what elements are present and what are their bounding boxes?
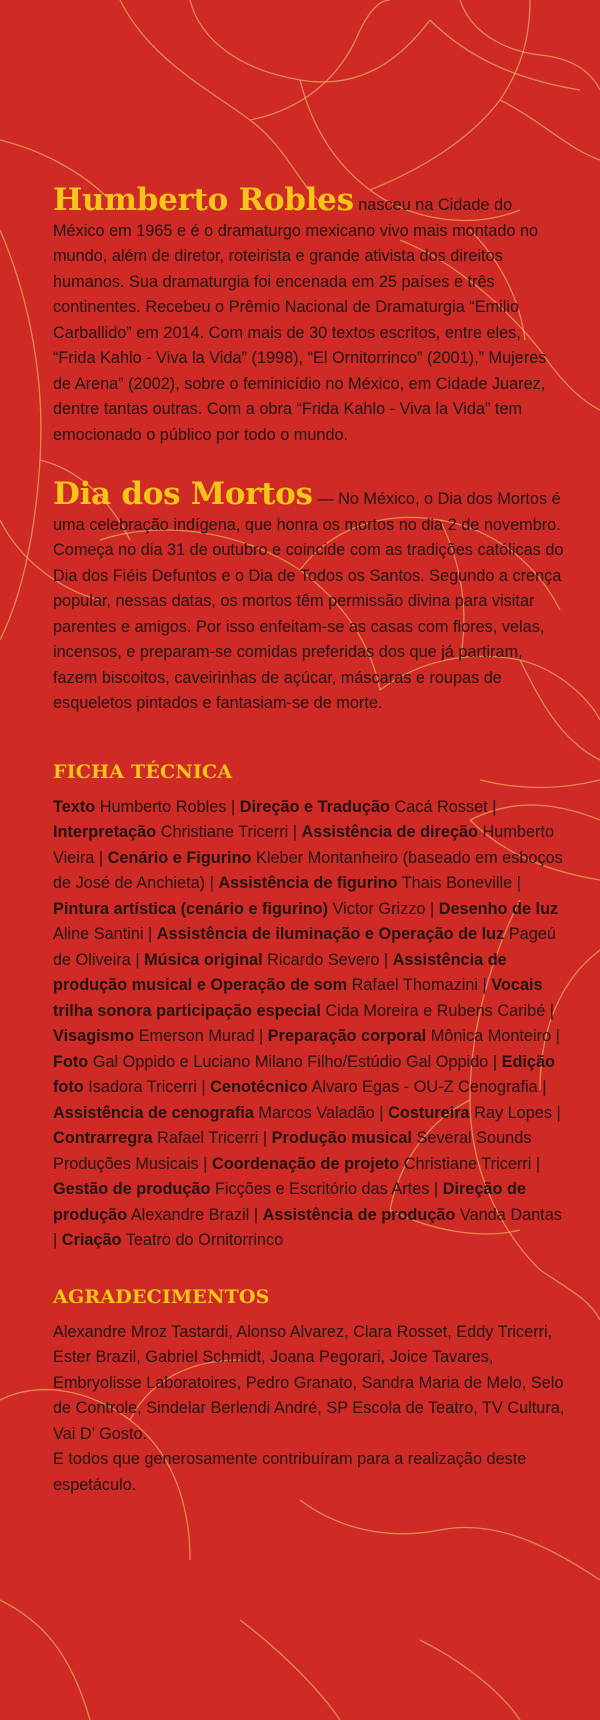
credit-names: Ray Lopes xyxy=(474,1103,552,1122)
credit-names: Ficções e Escritório das Artes xyxy=(214,1180,430,1198)
dia-title: Dia dos Mortos xyxy=(53,476,313,512)
ficha-heading: FICHA TÉCNICA xyxy=(53,760,233,783)
credit-role: Música original xyxy=(144,950,263,969)
credit-separator: | xyxy=(478,976,492,994)
credit-separator: | xyxy=(429,1180,443,1198)
credit-names: Teatro do Ornitorrinco xyxy=(125,1231,284,1249)
dia-dos-mortos-section xyxy=(53,476,565,717)
credit-role: Cenário e Figurino xyxy=(107,848,252,867)
bio-section xyxy=(53,182,565,448)
credit-role: Preparação corporal xyxy=(267,1027,427,1045)
credit-role: Assistência de iluminação e Operação de luz xyxy=(156,925,505,943)
credit-separator: | xyxy=(488,1052,502,1071)
credit-separator: | xyxy=(288,823,302,841)
credit-names: Humberto Robles xyxy=(99,797,227,816)
credit-separator: | xyxy=(198,1154,212,1173)
credit-separator: | xyxy=(537,1078,547,1096)
credit-separator: | xyxy=(531,1154,541,1173)
credit-role: Pintura artística (cenário e figurino) xyxy=(53,899,329,918)
credit-role: Costureira xyxy=(388,1103,470,1122)
credit-role: Desenho de luz xyxy=(438,899,559,918)
credit-role: Gestão de produção xyxy=(53,1180,211,1198)
credit-names: Gal Oppido e Luciano Milano Filho/Estúdio Gal Oppido xyxy=(92,1052,489,1071)
credit-separator: | xyxy=(254,1027,268,1045)
credit-separator: | xyxy=(130,950,145,969)
credit-separator: | xyxy=(258,1129,272,1147)
credit-role: Assistência de cenografia xyxy=(53,1103,254,1122)
credit-role: Assistência de produção xyxy=(262,1205,456,1224)
credit-separator: | xyxy=(425,899,439,918)
credit-names: Pageú de Oliveira xyxy=(53,925,556,969)
credit-role: Direção de produção xyxy=(53,1180,526,1224)
credit-role: Visagismo xyxy=(53,1027,135,1045)
credit-separator: | xyxy=(487,797,497,816)
credit-role: Contrarregra xyxy=(53,1129,153,1147)
credit-separator: | xyxy=(143,925,157,943)
credit-names: Alexandre Brazil xyxy=(130,1205,250,1224)
ficha-tecnica-section xyxy=(53,761,565,1254)
credit-separator: | xyxy=(374,1103,389,1122)
credit-separator: | xyxy=(379,950,393,969)
credit-names: Rafael Thomazini xyxy=(351,976,479,994)
credit-role: Direção e Tradução xyxy=(239,797,390,816)
credit-role: Edição foto xyxy=(53,1052,555,1096)
credit-role: Assistência de produção musical e Operação de som xyxy=(53,950,507,994)
credit-role: Produção musical xyxy=(271,1129,412,1147)
credit-separator: | xyxy=(94,848,108,867)
credit-names: Cida Moreira e Rubens Caribé xyxy=(325,1001,546,1020)
credit-role: Interpretação xyxy=(53,823,157,841)
credit-names: Marcos Valadão xyxy=(258,1103,375,1122)
credit-role: Vocais trilha sonora participação especial xyxy=(53,976,543,1020)
credit-names: Victor Grizzo xyxy=(332,899,426,918)
dia-dash: — xyxy=(317,490,334,508)
credit-role: Criação xyxy=(61,1231,122,1249)
credit-names: Thais Boneville xyxy=(401,874,513,892)
bio-text: nasceu na Cidade do México em 1965 e é o dramaturgo mexicano vivo mais montado no mundo, além de diretor, roteirista e grande ativista dos direitos humanos. Sua dramaturgia foi encenada em 25 países e três continentes. Recebeu o Prêmio Nacional de Dramaturgia “Emilio Carballido” em 2014. Com mais de 30 textos escritos, entre eles, “Frida Kahlo - Viva la Vida” (1998), “El Ornitorrinco” (2001),” Mujeres de Arena” (2002), sobre o feminicídio no México, em Cidade Juarez, dentre tantas outras. Com a obra “Frida Kahlo - Viva la Vida” tem emocionado o público por todo o mundo. xyxy=(53,196,547,444)
credit-names: Christiane Tricerri xyxy=(403,1154,532,1173)
credit-role: Cenotécnico xyxy=(210,1078,308,1096)
credit-role: Foto xyxy=(53,1052,89,1071)
credit-role: Assistência de figurino xyxy=(218,874,398,892)
credit-names: Emerson Murad xyxy=(138,1027,255,1045)
agradecimentos-closing: E todos que generosamente contribuíram para a realização deste espetáculo. xyxy=(53,1450,527,1494)
bio-name: Humberto Robles xyxy=(53,182,354,218)
agradecimentos-names: Alexandre Mroz Tastardi, Alonso Alvarez, Clara Rosset, Eddy Tricerri, Ester Brazil, Gabriel Schmidt, Joana Pegorari, Joice Tavares, Embryolisse Laboratoires, Pedro Granato, Sandra Maria de Melo, Selo de Controle, Sindelar Berlendi André, SP Escola de Teatro, TV Cultura, Vai D’ Gosto. xyxy=(53,1322,565,1443)
agradecimentos-section xyxy=(53,1286,565,1499)
credit-names: Alvaro Egas - OU-Z Cenografia xyxy=(311,1078,538,1096)
credit-separator: | xyxy=(551,1103,561,1122)
credit-names: Humberto Vieira xyxy=(53,823,555,867)
credit-names: Vanda Dantas xyxy=(459,1205,562,1224)
credit-role: Assistência de direção xyxy=(301,823,478,841)
bio-paragraph xyxy=(53,182,565,448)
credit-separator: | xyxy=(545,1001,555,1020)
credit-role: Texto xyxy=(53,797,96,816)
credit-names: Aline Santini xyxy=(53,925,144,943)
credits-list xyxy=(53,795,565,1254)
credit-names: Isadora Tricerri xyxy=(88,1078,197,1096)
dia-paragraph xyxy=(53,476,565,717)
credit-names: Rafael Tricerri xyxy=(157,1129,259,1147)
credit-separator: | xyxy=(551,1027,560,1045)
credit-names: Christiane Tricerri xyxy=(160,823,289,841)
agradecimentos-heading: AGRADECIMENTOS xyxy=(53,1285,270,1308)
credit-separator: | xyxy=(196,1078,211,1096)
credit-separator: | xyxy=(512,874,521,892)
credit-names: Ricardo Severo xyxy=(267,950,380,969)
credit-names: Kleber Montanheiro (baseado em esboços de José de Anchieta) xyxy=(53,848,563,892)
credit-separator: | xyxy=(205,874,219,892)
credit-names: Cacá Rosset xyxy=(394,797,488,816)
credit-separator: | xyxy=(53,1231,62,1249)
credit-separator: | xyxy=(226,797,240,816)
page-content xyxy=(53,182,565,1498)
credit-separator: | xyxy=(249,1205,263,1224)
credit-role: Coordenação de projeto xyxy=(211,1154,400,1173)
dia-text: No México, o Dia dos Mortos é uma celebração indígena, que honra os mortos no dia 2 de novembro. Começa no dia 31 de outubro e coincide com as tradições católicas do Dia dos Fiéis Defuntos e o Dia de Todos os Santos. Segundo a crença popular, nessas datas, os mortos têm permissão divina para visitar parentes e amigos. Por isso enfeitam-se as casas com flores, velas, incensos, e preparam-se comidas preferidas dos que já partiram, fazem biscoitos, caveirinhas de açúcar, máscaras e roupas de esqueletos pintados e fantasiam-se de morte. xyxy=(53,490,564,712)
credit-names: Mônica Monteiro xyxy=(430,1027,552,1045)
credit-names: Several Sounds Produções Musicais xyxy=(53,1129,532,1173)
